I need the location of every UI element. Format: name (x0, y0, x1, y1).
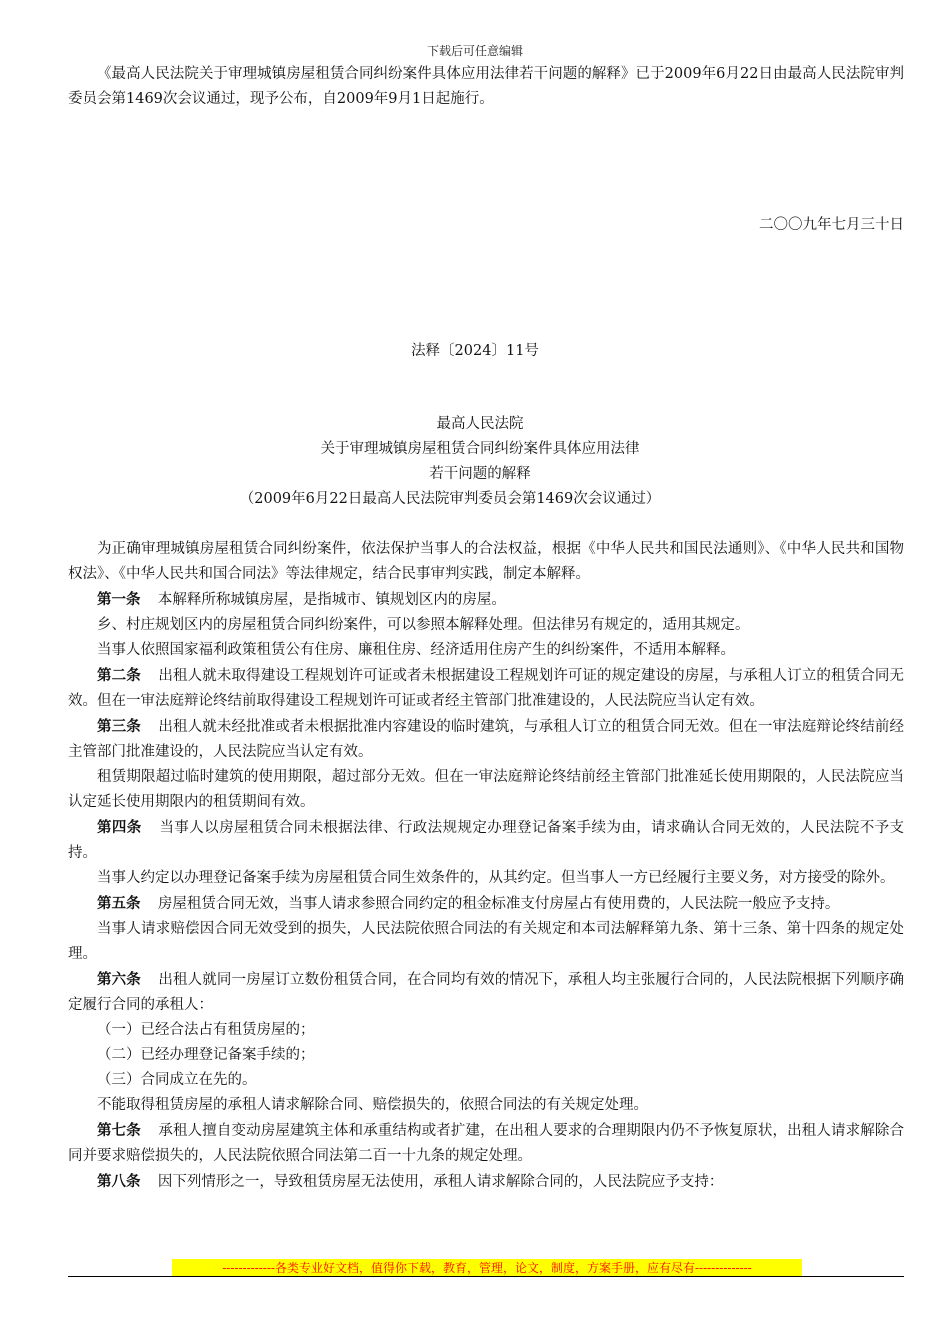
body-paragraph (68, 765, 904, 815)
title-subject: 关于审理城镇房屋租赁合同纠纷案件具体应用法律 (320, 441, 640, 457)
article-label: 第六条 (97, 971, 141, 988)
document-body (68, 537, 904, 1195)
article-label: 第一条 (97, 591, 141, 608)
paragraph-text: 为正确审理城镇房屋租赁合同纠纷案件，依法保护当事人的合法权益，根据《中华人民共和国民法通则》、《中华人民共和国物权法》、《中华人民共和国合同法》等法律规定，结合民事审判实践，制定本解释。 (68, 541, 904, 582)
paragraph-text: 当事人依照国家福利政策租赁公有住房、廉租住房、经济适用住房产生的纠纷案件，不适用本解释。 (97, 642, 735, 658)
article-paragraph (68, 1118, 904, 1169)
paragraph-text: 租赁期限超过临时建筑的使用期限，超过部分无效。但在一审法庭辩论终结前经主管部门批准延长使用期限的，人民法院应当认定延长使用期限内的租赁期间有效。 (68, 769, 904, 810)
title-adoption-note: （2009年6月22日最高人民法院审判委员会第1469次会议通过） (239, 491, 661, 507)
paragraph-text: 房屋租赁合同无效，当事人请求参照合同约定的租金标准支付房屋占有使用费的，人民法院一般应予支持。 (157, 896, 840, 912)
body-paragraph (68, 613, 904, 638)
article-paragraph (68, 967, 904, 1018)
article-paragraph (68, 891, 904, 917)
footer-banner: -------------各类专业好文档，值得你下载，教育，管理，论文，制度，方案手册，应有尽有-------------- (172, 1259, 802, 1277)
paragraph-text: 本解释所称城镇房屋，是指城市、镇规划区内的房屋。 (157, 592, 506, 608)
paragraph-text: 出租人就未经批准或者未根据批准内容建设的临时建筑，与承租人订立的租赁合同无效。但在一审法庭辩论终结前经主管部门批准建设的，人民法院应当认定有效。 (68, 719, 905, 760)
paragraph-text: （三）合同成立在先的。 (97, 1072, 257, 1088)
paragraph-text: 不能取得租赁房屋的承租人请求解除合同、赔偿损失的，依照合同法的有关规定处理。 (97, 1097, 648, 1113)
body-paragraph (68, 638, 904, 663)
paragraph-text: 承租人擅自变动房屋建筑主体和承重结构或者扩建，在出租人要求的合理期限内仍不予恢复原状，出租人请求解除合同并要求赔偿损失的，人民法院依照合同法第二百一十九条的规定处理。 (68, 1123, 905, 1164)
article-paragraph (68, 587, 904, 613)
body-paragraph (68, 1018, 904, 1043)
body-paragraph (68, 1043, 904, 1068)
paragraph-text: 出租人就未取得建设工程规划许可证或者未根据建设工程规划许可证的规定建设的房屋，与承租人订立的租赁合同无效。但在一审法庭辩论终结前取得建设工程规划许可证或者经主管部门批准建设的，人民法院应当认定有效。 (68, 668, 905, 709)
title-subtitle: 若干问题的解释 (429, 466, 531, 482)
intro-paragraph: 《最高人民法院关于审理城镇房屋租赁合同纠纷案件具体应用法律若干问题的解释》已于2009年6月22日由最高人民法院审判委员会第1469次会议通过，现予公布，自2009年9月1日起施行。 (68, 66, 904, 107)
paragraph-text: （二）已经办理登记备案手续的； (97, 1047, 315, 1063)
body-paragraph (68, 1068, 904, 1093)
article-label: 第八条 (97, 1173, 141, 1190)
document-title (0, 412, 950, 512)
title-issuer: 最高人民法院 (436, 416, 524, 432)
article-paragraph (68, 714, 904, 765)
article-label: 第七条 (97, 1122, 141, 1139)
paragraph-text: 乡、村庄规划区内的房屋租赁合同纠纷案件，可以参照本解释处理。但法律另有规定的，适用其规定。 (97, 617, 750, 633)
article-label: 第五条 (97, 895, 141, 912)
paragraph-text: 当事人以房屋租赁合同未根据法律、行政法规规定办理登记备案手续为由，请求确认合同无效的，人民法院不予支持。 (68, 820, 905, 861)
paragraph-text: 当事人请求赔偿因合同无效受到的损失，人民法院依照合同法的有关规定和本司法解释第九条、第十三条、第十四条的规定处理。 (68, 921, 904, 962)
paragraph-text: 当事人约定以办理登记备案手续为房屋租赁合同生效条件的，从其约定。但当事人一方已经履行主要义务，对方接受的除外。 (97, 870, 895, 886)
article-label: 第二条 (97, 667, 141, 684)
intro-section (68, 62, 904, 112)
body-paragraph (68, 1093, 904, 1118)
article-label: 第四条 (97, 819, 142, 836)
body-paragraph (68, 866, 904, 891)
issue-date: 二〇〇九年七月三十日 (759, 217, 904, 233)
paragraph-text: 出租人就同一房屋订立数份租赁合同，在合同均有效的情况下，承租人均主张履行合同的，人民法院根据下列顺序确定履行合同的承租人： (68, 972, 905, 1013)
paragraph-text: （一）已经合法占有租赁房屋的； (97, 1022, 315, 1038)
footer-divider (68, 1276, 904, 1277)
article-paragraph (68, 1169, 904, 1195)
article-paragraph (68, 663, 904, 714)
body-paragraph (68, 917, 904, 967)
body-paragraph (68, 537, 904, 587)
article-paragraph (68, 815, 904, 866)
article-label: 第三条 (97, 718, 141, 735)
header-note: 下载后可任意编辑 (426, 44, 523, 58)
paragraph-text: 因下列情形之一，导致租赁房屋无法使用，承租人请求解除合同的，人民法院应予支持： (157, 1174, 724, 1190)
document-number: 法释〔2024〕11号 (411, 343, 539, 359)
